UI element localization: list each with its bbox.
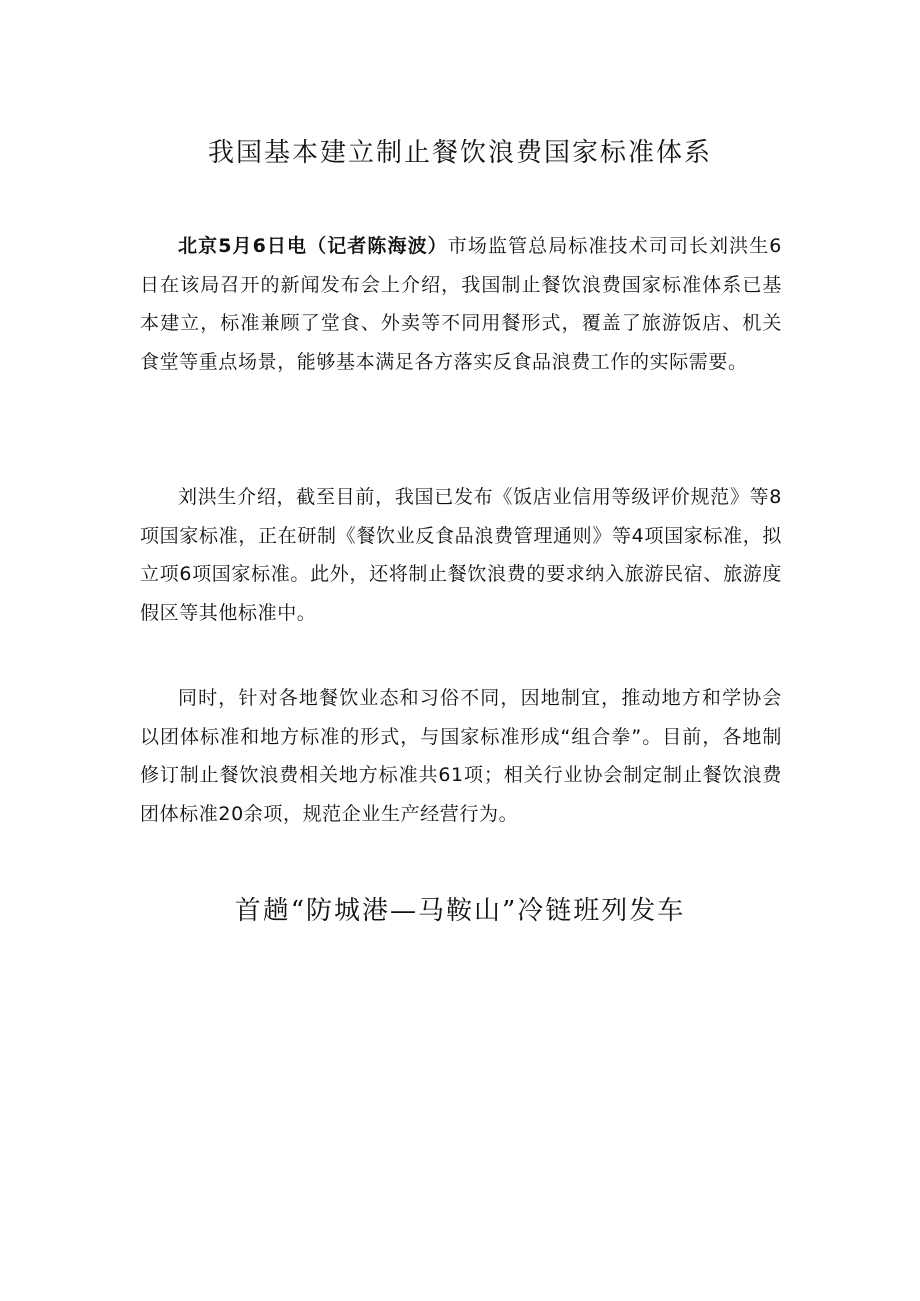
paragraph [140, 227, 782, 381]
paragraph-text: 刘洪生介绍，截至目前，我国已发布《饭店业信用等级评价规范》等8项国家标准，正在研制《餐饮业反食品浪费管理通则》等4项国家标准，拟立项6项国家标准。此外，还将制止餐饮浪费的要求纳入旅游民宿、旅游度假区等其他标准中。 [140, 486, 782, 624]
dateline: 北京5月6日电（记者陈海波） [178, 235, 448, 257]
article-paragraph-3 [140, 679, 782, 833]
paragraph-text: 同时，针对各地餐饮业态和习俗不同，因地制宜，推动地方和学协会以团体标准和地方标准的形式，与国家标准形成“组合拳”。目前，各地制修订制止餐饮浪费相关地方标准共61项；相关行业协会制定制止餐饮浪费团体标准20余项，规范企业生产经营行为。 [140, 687, 782, 825]
article-paragraph-2 [140, 478, 782, 632]
article-paragraph-1 [140, 227, 782, 381]
next-article-title: 首趟“防城港—马鞍山”冷链班列发车 [234, 896, 686, 926]
article-title: 我国基本建立制止餐饮浪费国家标准体系 [207, 138, 712, 168]
paragraph-text: 市场监管总局标准技术司司长刘洪生6日在该局召开的新闻发布会上介绍，我国制止餐饮浪费国家标准体系已基本建立，标准兼顾了堂食、外卖等不同用餐形式，覆盖了旅游饭店、机关食堂等重点场景，能够基本满足各方落实反食品浪费工作的实际需要。 [140, 235, 782, 373]
